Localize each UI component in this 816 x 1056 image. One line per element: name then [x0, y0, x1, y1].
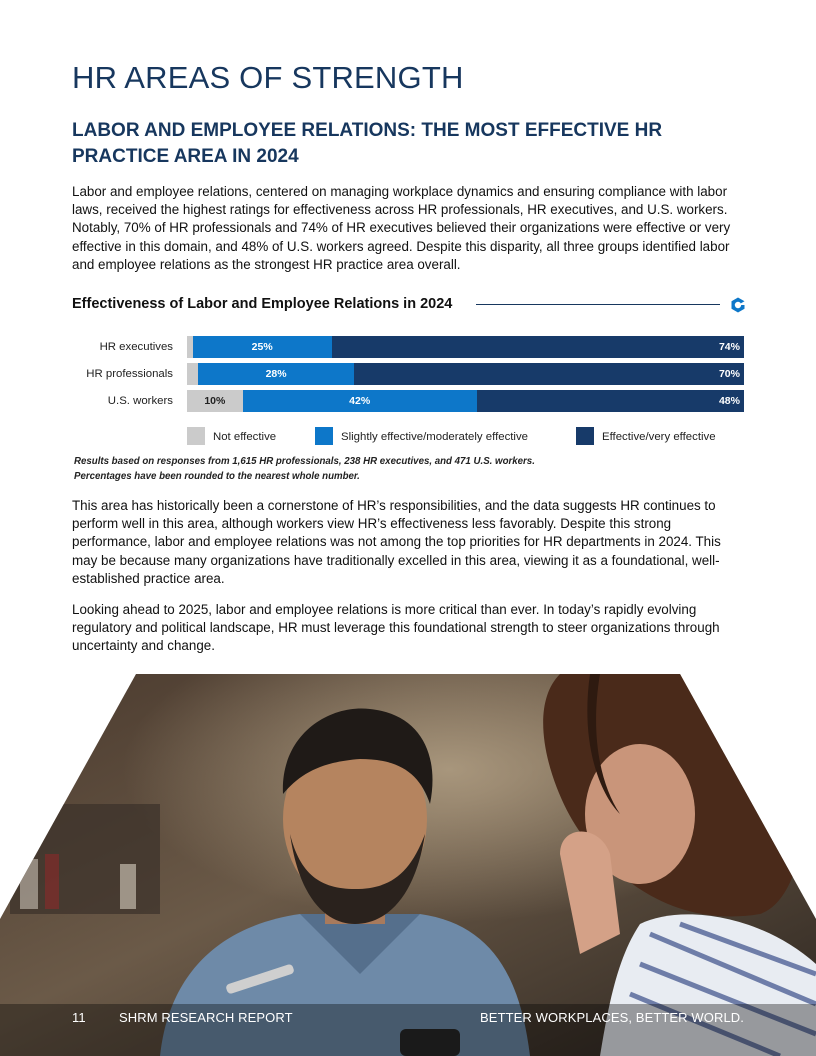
page-title: HR AREAS OF STRENGTH — [72, 60, 464, 95]
chart-note-line-2: Percentages have been rounded to the nearest whole number. — [74, 470, 360, 482]
chart-marker-icon — [730, 297, 746, 313]
bar-segment-slightly-effective: 42% — [243, 390, 477, 412]
bar-segment-not-effective — [187, 363, 198, 385]
legend-label-effective: Effective/very effective — [602, 431, 716, 443]
chart-title-rule — [476, 304, 720, 305]
two-people-conversation-photo — [0, 674, 816, 1056]
bar-segment-effective: 70% — [354, 363, 744, 385]
bar-segment-effective: 74% — [332, 336, 744, 358]
legend-label-slightly-effective: Slightly effective/moderately effective — [341, 431, 528, 443]
footer-tagline: BETTER WORKPLACES, BETTER WORLD. — [480, 1010, 744, 1025]
intro-paragraph: Labor and employee relations, centered on managing workplace dynamics and ensuring compliance with labor laws, received the highest ratings for effectiveness across HR professionals, HR executives, and U.S. workers. Notably, 70% of HR professionals and 74% of HR executives believed their organizations were effective or very effective in this domain, and 48% of U.S. workers agreed. Despite this disparity, all three groups identified labor and employee relations as the strongest HR practice area overall. — [72, 184, 731, 272]
bar-label-u-s-workers: U.S. workers — [107, 395, 173, 407]
bar-segment-slightly-effective: 25% — [193, 336, 332, 358]
legend-label-not-effective: Not effective — [213, 431, 277, 443]
bar-segment-slightly-effective: 28% — [198, 363, 354, 385]
chart-note-line-1: Results based on responses from 1,615 HR professionals, 238 HR executives, and 471 U.S. workers. — [74, 456, 535, 467]
bar-label-hr-executives: HR executives — [99, 341, 173, 353]
chart-title: Effectiveness of Labor and Employee Relations in 2024 — [72, 296, 453, 312]
legend-swatch-not-effective — [187, 427, 205, 445]
bar-segment-not-effective: 10% — [187, 390, 243, 412]
body-paragraph-1: This area has historically been a cornerstone of HR’s responsibilities, and the data suggests HR continues to perform well in this area, although workers view HR’s effectiveness less favorably. Despite this strong performance, labor and employee relations was not among the top priorities for HR departments in 2024. This may be because many organizations have traditionally excelled in this area, viewing it as a foundational, well-established practice area. — [72, 498, 721, 586]
bar-segment-effective: 48% — [477, 390, 744, 412]
body-paragraph-2: Looking ahead to 2025, labor and employee relations is more critical than ever. In today’s rapidly evolving regulatory and political landscape, HR must leverage this foundational strength to steer organizations through uncertainty and change. — [72, 602, 720, 654]
legend-swatch-slightly-effective — [315, 427, 333, 445]
footer-report-name: SHRM RESEARCH REPORT — [119, 1010, 293, 1025]
section-subtitle: LABOR AND EMPLOYEE RELATIONS: THE MOST EFFECTIVE HR PRACTICE AREA IN 2024 — [72, 120, 663, 167]
chart-note — [74, 455, 674, 484]
bar-label-hr-professionals: HR professionals — [86, 368, 173, 380]
footer-page-number: 11 — [72, 1010, 86, 1025]
legend-swatch-effective — [576, 427, 594, 445]
